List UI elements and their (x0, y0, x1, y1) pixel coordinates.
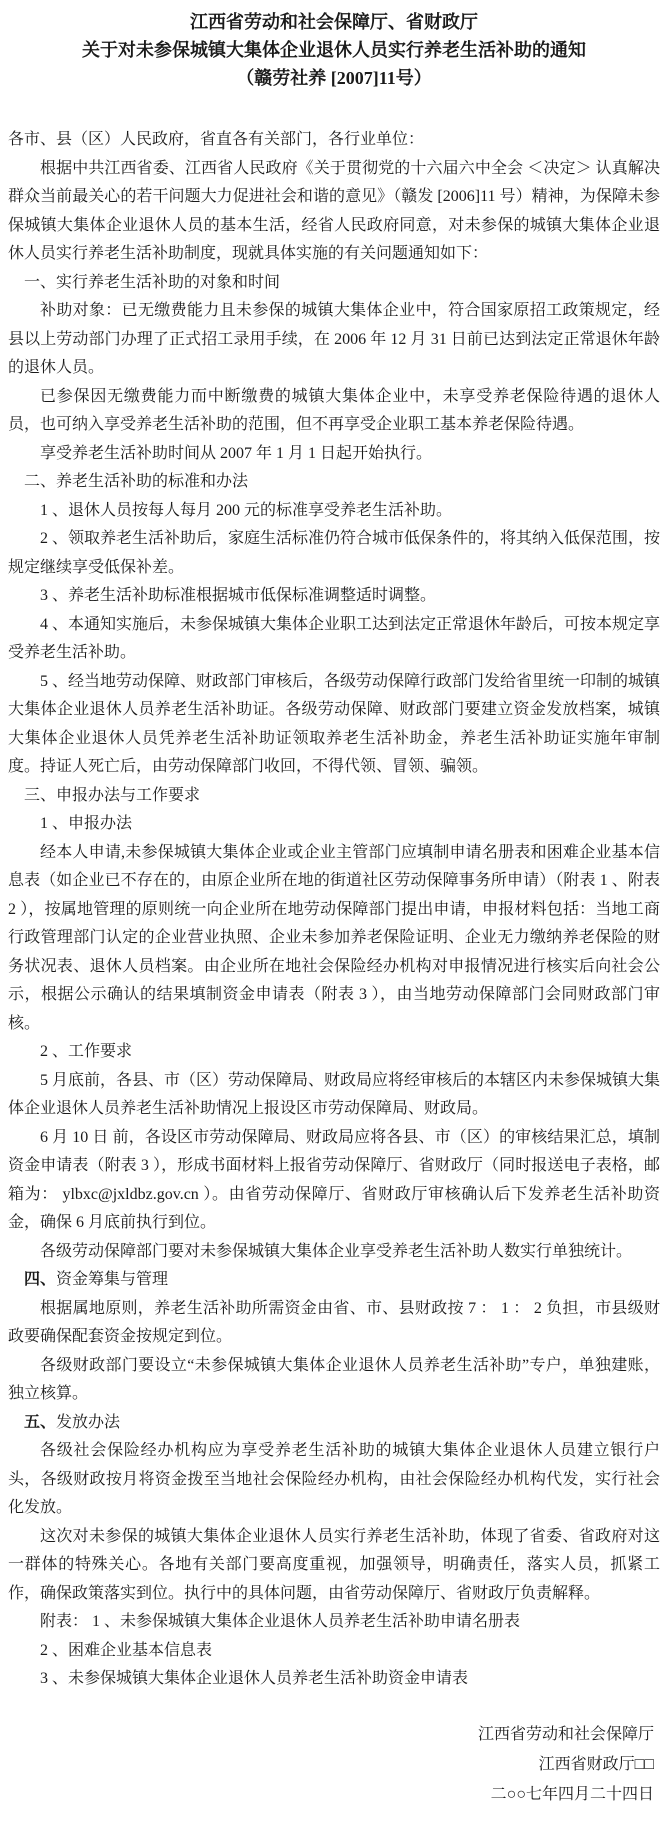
paragraph: 这次对未参保的城镇大集体企业退休人员实行养老生活补助，体现了省委、省政府对这一群体的特殊关心。各地有关部门要高度重视，加强领导，明确责任，落实人员，抓紧工作，确保政策落实到位。执行中的具体问题，由省劳动保障厅、省财政厅负责解释。 (8, 1527, 660, 1602)
paragraph: 1 、申报办法 (40, 815, 133, 832)
document-title (8, 8, 660, 92)
document-body (8, 126, 660, 1694)
paragraph: 6 月 10 日 前，各设区市劳动保障局、财政局应将各县、市（区）的审核结果汇总，填制资金申请表（附表 3 ），形成书面材料上报省劳动保障厅、省财政厅（同时报送电子表格，邮箱为： ylbxc@jxldbz.gov.cn ）。由省劳动保障厅、省财政厅审核确认后下发养老生活补助资金，确保 6 月底前执行到位。 (8, 1128, 660, 1231)
title-line-issuer: 江西省劳动和社会保障厅、省财政厅 (190, 12, 478, 32)
paragraph: 3 、未参保城镇大集体企业退休人员养老生活补助资金申请表 (40, 1670, 469, 1687)
paragraph: 享受养老生活补助时间从 2007 年 1 月 1 日起开始执行。 (40, 444, 433, 462)
section-heading: 五、发放办法 (24, 1413, 121, 1431)
paragraph: 根据中共江西省委、江西省人民政府《关于贯彻党的十六届六中全会 ＜决定＞ 认真解决群众当前最关心的若干问题大力促进社会和谐的意见》（赣发 [2006]11 号）精神，为保障未参保城镇大集体企业退休人员的基本生活，经省人民政府同意，对未参保的城镇大集体企业退休人员实行养老生活补助制度，现就具体实施的有关问题通知如下： (8, 159, 660, 262)
paragraph: 附表： 1 、未参保城镇大集体企业退休人员养老生活补助申请名册表 (40, 1613, 521, 1630)
paragraph: 2 、困难企业基本信息表 (40, 1641, 213, 1659)
title-line-subject: 关于对未参保城镇大集体企业退休人员实行养老生活补助的通知 (82, 40, 586, 60)
paragraph: 各市、县（区）人民政府，省直各有关部门，各行业单位： (8, 131, 425, 148)
paragraph: 补助对象：已无缴费能力且未参保的城镇大集体企业中，符合国家原招工政策规定，经县以上劳动部门办理了正式招工录用手续，在 2006 年 12 月 31 日前已达到法定正常退休年龄的退休人员。 (8, 302, 660, 376)
paragraph: 5 月底前，各县、市（区）劳动保障局、财政局应将经审核后的本辖区内未参保城镇大集体企业退休人员养老生活补助情况上报设区市劳动保障局、财政局。 (8, 1071, 661, 1117)
signature-agency-labor: 江西省劳动和社会保障厅 (477, 1725, 654, 1743)
signature-date: 二○○七年四月二十四日 (490, 1785, 654, 1803)
title-line-doc-number: （赣劳社养 [2007]11号） (236, 68, 432, 88)
paragraph: 2 、工作要求 (40, 1043, 133, 1060)
section-heading: 一、实行养老生活补助的对象和时间 (24, 273, 281, 291)
paragraph: 各级社会保险经办机构应为享受养老生活补助的城镇大集体企业退休人员建立银行户头，各级财政按月将资金拨至当地社会保险经办机构，由社会保险经办机构代发，实行社会化发放。 (8, 1442, 660, 1516)
paragraph: 已参保因无缴费能力而中断缴费的城镇大集体企业中，未享受养老保险待遇的退休人员，也可纳入享受养老生活补助的范围，但不再享受企业职工基本养老保险待遇。 (8, 387, 660, 433)
signature-agency-finance: 江西省财政厅□□ (538, 1755, 654, 1773)
paragraph: 2 、领取养老生活补助后，家庭生活标准仍符合城市低保条件的，将其纳入低保范围，按规定继续享受低保补差。 (8, 530, 661, 576)
signature-block (8, 1720, 660, 1810)
paragraph: 根据属地原则，养老生活补助所需资金由省、市、县财政按 7 ： 1 ： 2 负担，市县级财政要确保配套资金按规定到位。 (8, 1299, 660, 1345)
paragraph: 各级劳动保障部门要对未参保城镇大集体企业享受养老生活补助人数实行单独统计。 (40, 1242, 633, 1260)
section-heading: 三、申报办法与工作要求 (24, 786, 201, 804)
paragraph: 5 、经当地劳动保障、财政部门审核后，各级劳动保障行政部门发给省里统一印制的城镇大集体企业退休人员养老生活补助证。各级劳动保障、财政部门要建立资金发放档案，城镇大集体企业退休人员凭养老生活补助证领取养老生活补助金，养老生活补助证实施年审制度。持证人死亡后，由劳动保障部门收回，不得代领、冒领、骗领。 (8, 672, 661, 775)
paragraph: 1 、退休人员按每人每月 200 元的标准享受养老生活补助。 (40, 501, 453, 519)
paragraph: 经本人申请,未参保城镇大集体企业或企业主管部门应填制申请名册表和困难企业基本信息表（如企业已不存在的，由原企业所在地的街道社区劳动保障事务所申请）（附表 1 、附表 2 ），按属地管理的原则统一向企业所在地劳动保障部门提出申请，申报材料包括：当地工商行政管理部门认定的企业营业执照、企业未参加养老保险证明、企业无力缴纳养老保险的财务状况表、退休人员档案。由企业所在地社会保险经办机构对申报情况进行核实后向社会公示，根据公示确认的结果填制资金申请表（附表 3 ），由当地劳动保障部门会同财政部门审核。 (8, 843, 660, 1032)
paragraph: 各级财政部门要设立“未参保城镇大集体企业退休人员养老生活补助”专户，单独建账，独立核算。 (8, 1356, 660, 1402)
section-heading: 二、养老生活补助的标准和办法 (24, 473, 249, 490)
paragraph: 3 、养老生活补助标准根据城市低保标准调整适时调整。 (40, 587, 437, 604)
section-heading: 四、资金筹集与管理 (24, 1271, 169, 1288)
paragraph: 4 、本通知实施后，未参保城镇大集体企业职工达到法定正常退休年龄后，可按本规定享受养老生活补助。 (8, 615, 661, 661)
